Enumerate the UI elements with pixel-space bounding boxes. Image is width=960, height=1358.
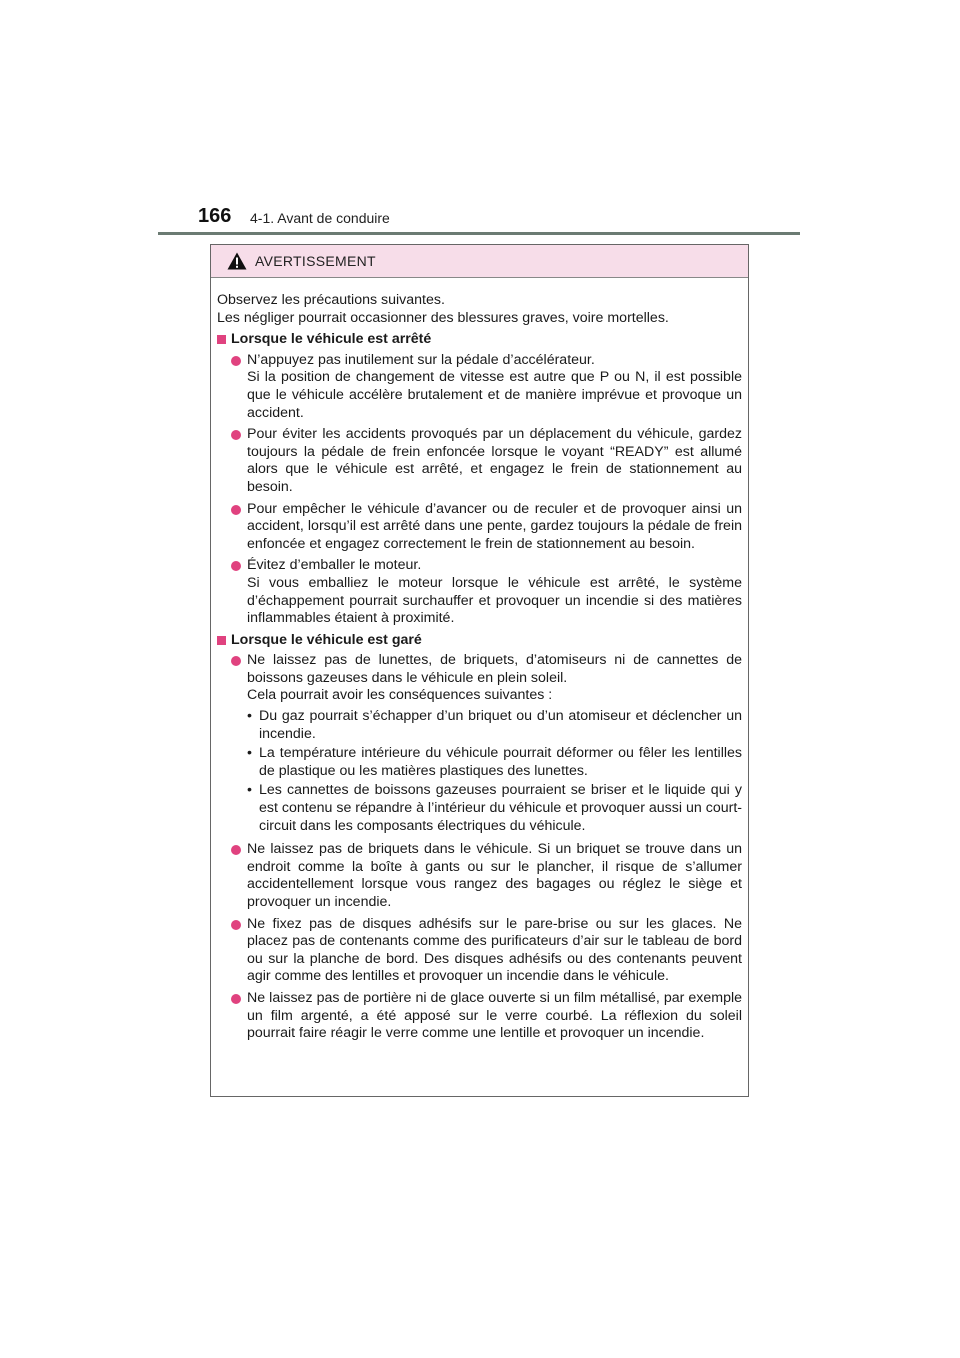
square-bullet-icon [217,335,226,344]
page-number: 166 [198,205,232,227]
round-bullet-icon [231,845,241,855]
warning-triangle-icon [227,252,247,270]
round-bullet-icon [231,656,241,666]
round-bullet-icon [231,505,241,515]
warning-body [211,278,748,1043]
item-text: Si la position de changement de vitesse est autre que P ou N, il est possible que le véhicule accélère brutalement et de manière imprévue et provoque un accident. [247,369,742,421]
round-bullet-icon [231,994,241,1004]
intro-line: Les négliger pourrait occasionner des blessures graves, voire mortelles. [217,309,669,326]
list-item [217,557,742,627]
list-item [217,841,742,911]
item-text: Si vous emballiez le moteur lorsque le véhicule est arrêté, le système d’échappement pourrait surchauffer et provoquer un incendie si des matières inflammables étaient à proximité. [247,574,742,627]
list-item [217,916,742,986]
item-text: Ne laissez pas de portière ni de glace ouverte si un film métallisé, par exemple un film argenté, a été apposé sur le verre courbé. La réflexion du soleil pourrait faire réagir le verre comme une lentille et provoquer un incendie. [247,989,742,1042]
section-heading [217,632,742,650]
sub-list-item: • Les cannettes de boissons gazeuses pourraient se briser et le liquide qui y est contenu se répandre à l’intérieur du véhicule et provoquer aussi un court-circuit dans les composants électriques du véhicule. [247,782,742,834]
item-text: Évitez d’emballer le moteur. [247,557,422,574]
round-bullet-icon [231,561,241,571]
square-bullet-icon [217,636,226,645]
section-heading [217,331,742,349]
list-item [217,990,742,1043]
list-item [217,426,742,496]
item-text: Pour empêcher le véhicule d’avancer ou de reculer et de provoquer ainsi un accident, lorsqu’il est arrêté dans une pente, gardez toujours la pédale de frein enfoncée et engagez correctement le frein de stationnement au besoin. [247,500,742,552]
dash-bullet-icon: • [247,782,252,799]
sub-list-item: • La température intérieure du véhicule pourrait déformer ou fêler les lentilles de plastique ou les matières plastiques des lunettes. [247,745,742,779]
warning-title: AVERTISSEMENT [255,253,376,269]
section-heading-text: Lorsque le véhicule est garé [231,631,422,648]
warning-box [210,244,749,1097]
item-text: Ne fixez pas de disques adhésifs sur le pare-brise ou sur les glaces. Ne placez pas de contenants comme des purificateurs d’air sur le tableau de bord ou sur la planche de bord. Des disques adhésifs ou des contenants peuvent agir comme des lentilles et provoquer un incendie dans le véhicule. [247,915,742,985]
item-text: N’appuyez pas inutilement sur la pédale d’accélérateur. [247,351,595,368]
round-bullet-icon [231,430,241,440]
dash-bullet-icon: • [247,708,252,725]
dash-bullet-icon: • [247,745,252,762]
sub-list [247,708,742,835]
warning-intro [217,292,742,327]
item-text: Pour éviter les accidents provoqués par un déplacement du véhicule, gardez toujours la pédale de frein enfoncée lorsque le voyant “READY” est allumé alors que le véhicule est arrêté, et engagez le frein de stationnement au besoin. [247,426,742,495]
round-bullet-icon [231,920,241,930]
list-item [217,352,742,422]
list-item [217,652,742,837]
section-heading-text: Lorsque le véhicule est arrêté [231,331,432,348]
sub-list-item: • Du gaz pourrait s’échapper d’un briquet ou d’un atomiseur et déclencher un incendie. [247,708,742,742]
intro-line: Observez les précautions suivantes. [217,292,445,308]
list-item [217,501,742,554]
item-text: Cela pourrait avoir les conséquences suivantes : [247,687,553,704]
item-text: Ne laissez pas de lunettes, de briquets, d’atomiseurs ni de cannettes de boissons gazeuses dans le véhicule en plein soleil. [247,652,742,686]
round-bullet-icon [231,356,241,366]
item-text: Ne laissez pas de briquets dans le véhicule. Si un briquet se trouve dans un endroit comme la boîte à gants ou sur le plancher, il risque de s’allumer accidentellement lorsque vous rangez des bagages ou réglez le siège et provoquer un incendie. [247,841,742,910]
header-rule [158,232,800,235]
chapter-title: 4-1. Avant de conduire [250,210,390,226]
page-header [158,203,800,235]
warning-header [211,245,748,278]
